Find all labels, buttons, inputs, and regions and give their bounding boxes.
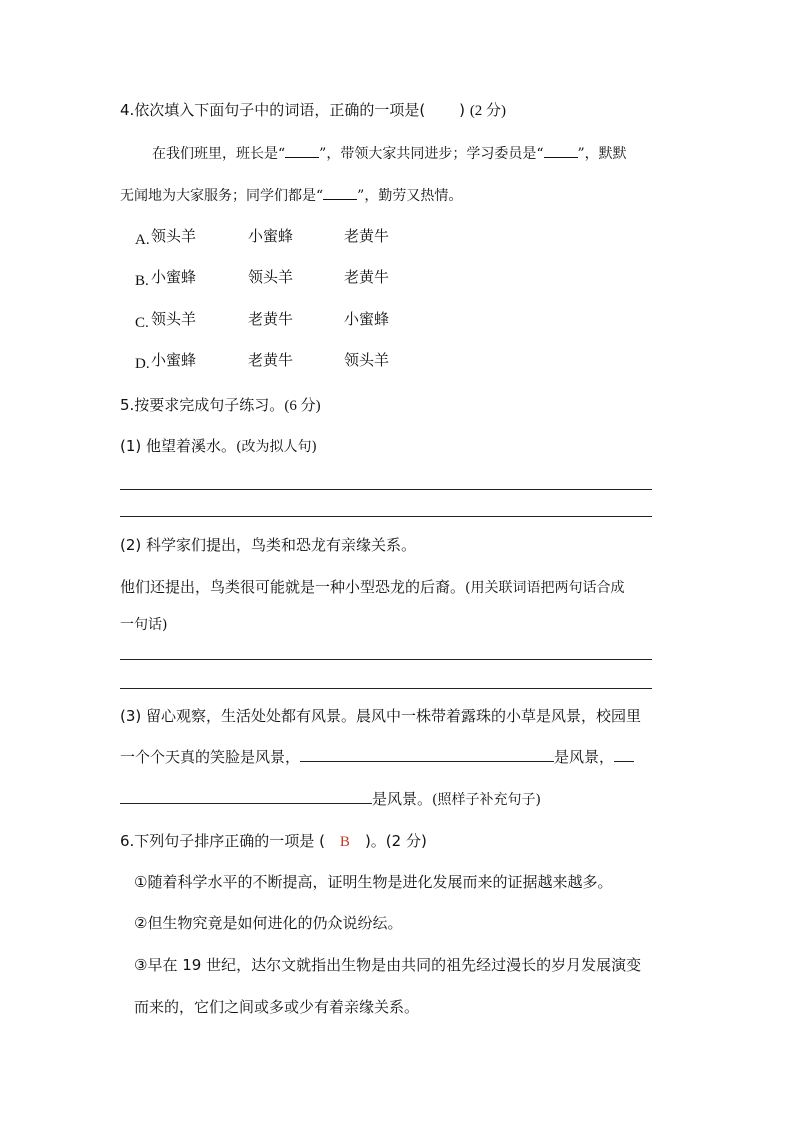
option-word: 领头羊 — [151, 227, 197, 245]
q6-sentence-text: ①随着科学水平的不断提高，证明生物是进化发展而来的证据越来越多。 — [134, 873, 613, 891]
fill-blank-2 — [544, 143, 578, 158]
q6-sentence-1 — [134, 872, 612, 892]
option-word: 老黄牛 — [248, 310, 294, 328]
q6-stem — [120, 831, 427, 852]
answer-line — [120, 688, 652, 689]
q4-score: (2 分) — [469, 103, 507, 119]
passage-text: ”，带领大家共同进步；学习委员是“ — [319, 146, 544, 162]
q5-stem-text: 5.按要求完成句子练习。 — [120, 396, 285, 414]
q5-sub3b — [120, 747, 634, 767]
q5-sub2-note-cont — [120, 615, 167, 635]
option-word: 小蜜蜂 — [344, 310, 390, 328]
passage-text: 在我们班里，班长是“ — [152, 146, 286, 162]
fill-blank-5 — [614, 747, 634, 762]
q6-sentence-2 — [134, 913, 402, 933]
q4-option-c — [135, 309, 435, 330]
q6-sentence-3-cont — [134, 997, 419, 1017]
option-word: 老黄牛 — [344, 227, 390, 245]
q4-stem — [120, 100, 506, 121]
q5-sub3c-text: 是风景。 — [372, 790, 433, 808]
q5-sub3a-text: (3) 留心观察，生活处处都有风景。晨风中一株带着露珠的小草是风景，校园里 — [120, 707, 642, 725]
option-word: 小蜜蜂 — [151, 351, 197, 369]
q4-option-d — [135, 350, 435, 371]
q4-paren-close: ) — [459, 101, 466, 119]
q5-score: (6 分) — [284, 398, 321, 414]
q5-sub2b-text: 他们还提出，鸟类很可能就是一种小型恐龙的后裔。 — [120, 578, 466, 596]
q4-passage-line2 — [120, 185, 462, 206]
answer-line — [120, 516, 652, 517]
option-word: 小蜜蜂 — [248, 227, 294, 245]
q5-sub2a-text: (2) 科学家们提出，鸟类和恐龙有亲缘关系。 — [120, 536, 417, 554]
q5-sub2-note: 一句话) — [120, 617, 168, 633]
q5-sub3a — [120, 706, 641, 726]
q4-option-a — [135, 226, 435, 247]
q6-sentence-text: 而来的，它们之间或多或少有着亲缘关系。 — [134, 998, 420, 1016]
fill-blank-4 — [300, 747, 554, 762]
q6-answer: B — [339, 834, 350, 850]
option-word: 领头羊 — [151, 310, 197, 328]
q6-sentence-text: ②但生物究竟是如何进化的仍众说纷纭。 — [134, 914, 403, 932]
q5-sub1 — [120, 436, 317, 457]
option-word: 老黄牛 — [248, 351, 294, 369]
q5-sub1-note: (改为拟人句) — [236, 439, 317, 455]
answer-line — [120, 489, 652, 490]
q5-sub2b — [120, 577, 624, 598]
option-letter: C. — [135, 315, 149, 331]
option-word: 老黄牛 — [344, 268, 390, 286]
passage-text: ”，勤劳又热情。 — [357, 188, 463, 204]
q5-sub3b-text: 是风景， — [554, 748, 615, 766]
option-word: 领头羊 — [344, 351, 390, 369]
q5-sub1-text: (1) 他望着溪水。 — [120, 437, 237, 455]
q5-sub3b-text: 一个个天真的笑脸是风景， — [120, 748, 301, 766]
passage-text: 无闻地为大家服务；同学们都是“ — [120, 188, 324, 204]
option-letter: D. — [135, 356, 150, 372]
answer-line — [120, 659, 652, 660]
q5-sub2-note: (用关联词语把两句话合成 — [465, 580, 625, 596]
passage-text: ”，默默 — [577, 146, 627, 162]
q4-passage-line1 — [152, 143, 627, 164]
q4-stem-text: 4.依次填入下面句子中的词语，正确的一项是( — [120, 101, 426, 119]
q6-sentence-text: ③早在 19 世纪，达尔文就指出生物是由共同的祖先经过漫长的岁月发展演变 — [134, 956, 642, 974]
option-word: 小蜜蜂 — [151, 268, 197, 286]
q5-sub3-note: (照样子补充句子) — [432, 792, 541, 808]
fill-blank-5-cont — [120, 789, 372, 804]
q5-sub2a — [120, 535, 416, 555]
q5-stem — [120, 395, 321, 416]
q5-sub3c — [120, 789, 541, 810]
q6-stem-text: )。(2 分) — [364, 832, 427, 850]
q6-stem-text: 6.下列句子排序正确的一项是 ( — [120, 832, 325, 850]
option-word: 领头羊 — [248, 268, 294, 286]
option-letter: B. — [135, 273, 149, 289]
q6-sentence-3 — [134, 955, 641, 975]
fill-blank-1 — [285, 143, 319, 158]
q4-option-b — [135, 267, 435, 288]
fill-blank-3 — [323, 185, 357, 200]
option-letter: A. — [135, 232, 150, 248]
